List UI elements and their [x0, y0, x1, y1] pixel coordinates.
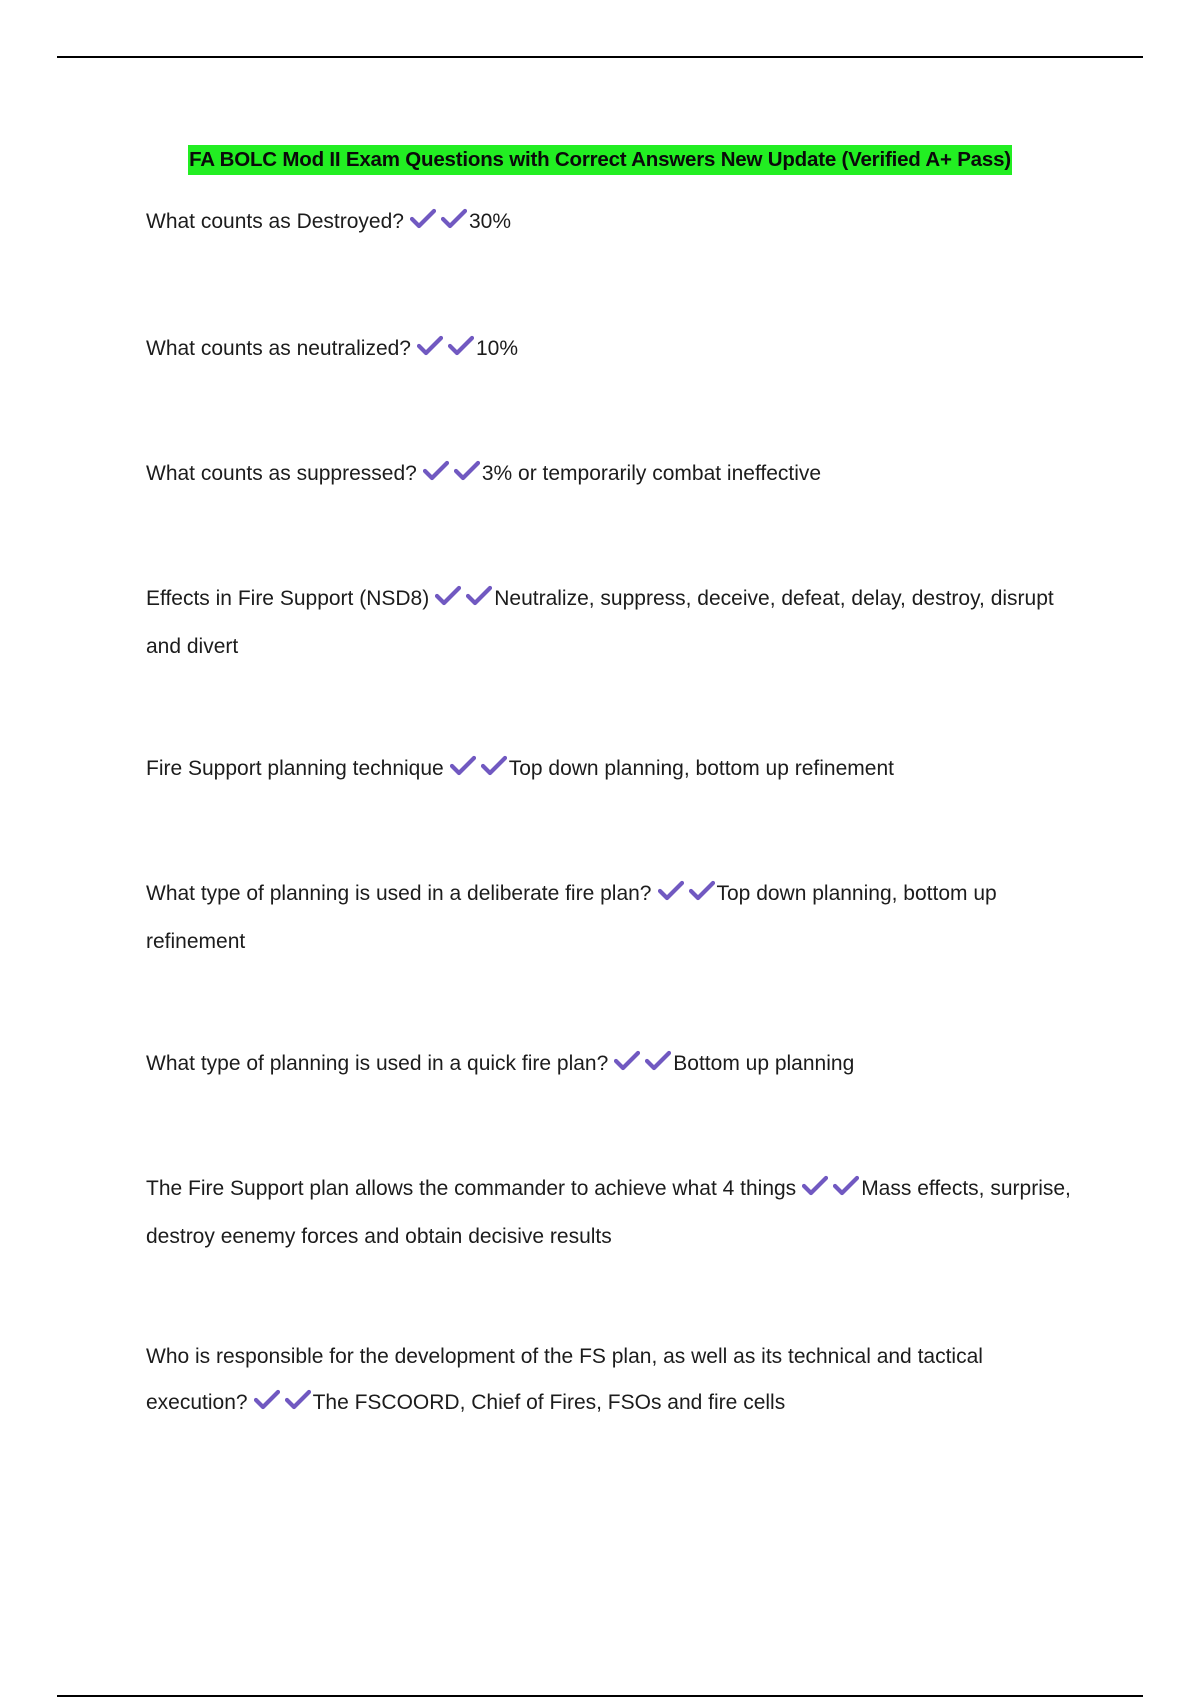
header-rule	[57, 56, 1143, 58]
question-text: What type of planning is used in a quick fire plan?	[146, 1052, 609, 1075]
document-title: FA BOLC Mod II Exam Questions with Correct Answers New Update (Verified A+ Pass)	[188, 145, 1012, 175]
double-check-icon	[435, 578, 492, 624]
answer-text: Neutralize, suppress, deceive, defeat, delay, destroy, disrupt and divert	[146, 587, 1054, 658]
check-icon	[410, 208, 436, 230]
question-text: The Fire Support plan allows the commander to achieve what 4 things	[146, 1177, 797, 1200]
check-icon	[450, 755, 476, 777]
check-icon	[448, 335, 474, 357]
qa-item	[146, 326, 1076, 374]
question-text: Fire Support planning technique	[146, 757, 444, 780]
footer-rule	[57, 1695, 1143, 1697]
qa-item	[146, 1166, 1076, 1260]
question-text: What type of planning is used in a deliberate fire plan?	[146, 882, 652, 905]
qa-item	[146, 451, 1076, 499]
double-check-icon	[410, 201, 467, 247]
question-text: Who is responsible for the development of the FS plan, as well as its technical and tactical execution?	[146, 1345, 983, 1414]
qa-item	[146, 1334, 1076, 1428]
double-check-icon	[450, 748, 507, 794]
qa-item	[146, 871, 1076, 965]
check-icon	[435, 585, 461, 607]
qa-item	[146, 746, 1076, 794]
answer-text: Bottom up planning	[673, 1052, 855, 1075]
check-icon	[833, 1175, 859, 1197]
answer-text: 3% or temporarily combat ineffective	[481, 462, 822, 485]
check-icon	[417, 335, 443, 357]
answer-text: Mass effects, surprise, destroy eenemy forces and obtain decisive results	[146, 1177, 1071, 1248]
answer-text: The FSCOORD, Chief of Fires, FSOs and fire cells	[312, 1391, 786, 1414]
double-check-icon	[417, 328, 474, 374]
double-check-icon	[254, 1382, 311, 1428]
qa-item	[146, 199, 1076, 247]
check-icon	[689, 880, 715, 902]
answer-text: 10%	[475, 337, 519, 360]
question-text: What counts as suppressed?	[146, 462, 417, 485]
check-icon	[658, 880, 684, 902]
question-text: What counts as Destroyed?	[146, 210, 404, 233]
check-icon	[645, 1050, 671, 1072]
check-icon	[614, 1050, 640, 1072]
question-text: Effects in Fire Support (NSD8)	[146, 587, 430, 610]
title-block	[0, 145, 1200, 175]
double-check-icon	[658, 873, 715, 919]
double-check-icon	[802, 1168, 859, 1214]
check-icon	[481, 755, 507, 777]
check-icon	[802, 1175, 828, 1197]
qa-item	[146, 1041, 1076, 1089]
check-icon	[441, 208, 467, 230]
double-check-icon	[423, 453, 480, 499]
check-icon	[254, 1389, 280, 1411]
double-check-icon	[614, 1043, 671, 1089]
qa-item	[146, 576, 1076, 670]
answer-text: Top down planning, bottom up refinement	[508, 757, 894, 780]
question-text: What counts as neutralized?	[146, 337, 411, 360]
check-icon	[454, 460, 480, 482]
answer-text: Top down planning, bottom up refinement	[146, 882, 997, 953]
check-icon	[285, 1389, 311, 1411]
check-icon	[423, 460, 449, 482]
answer-text: 30%	[468, 210, 511, 233]
check-icon	[466, 585, 492, 607]
